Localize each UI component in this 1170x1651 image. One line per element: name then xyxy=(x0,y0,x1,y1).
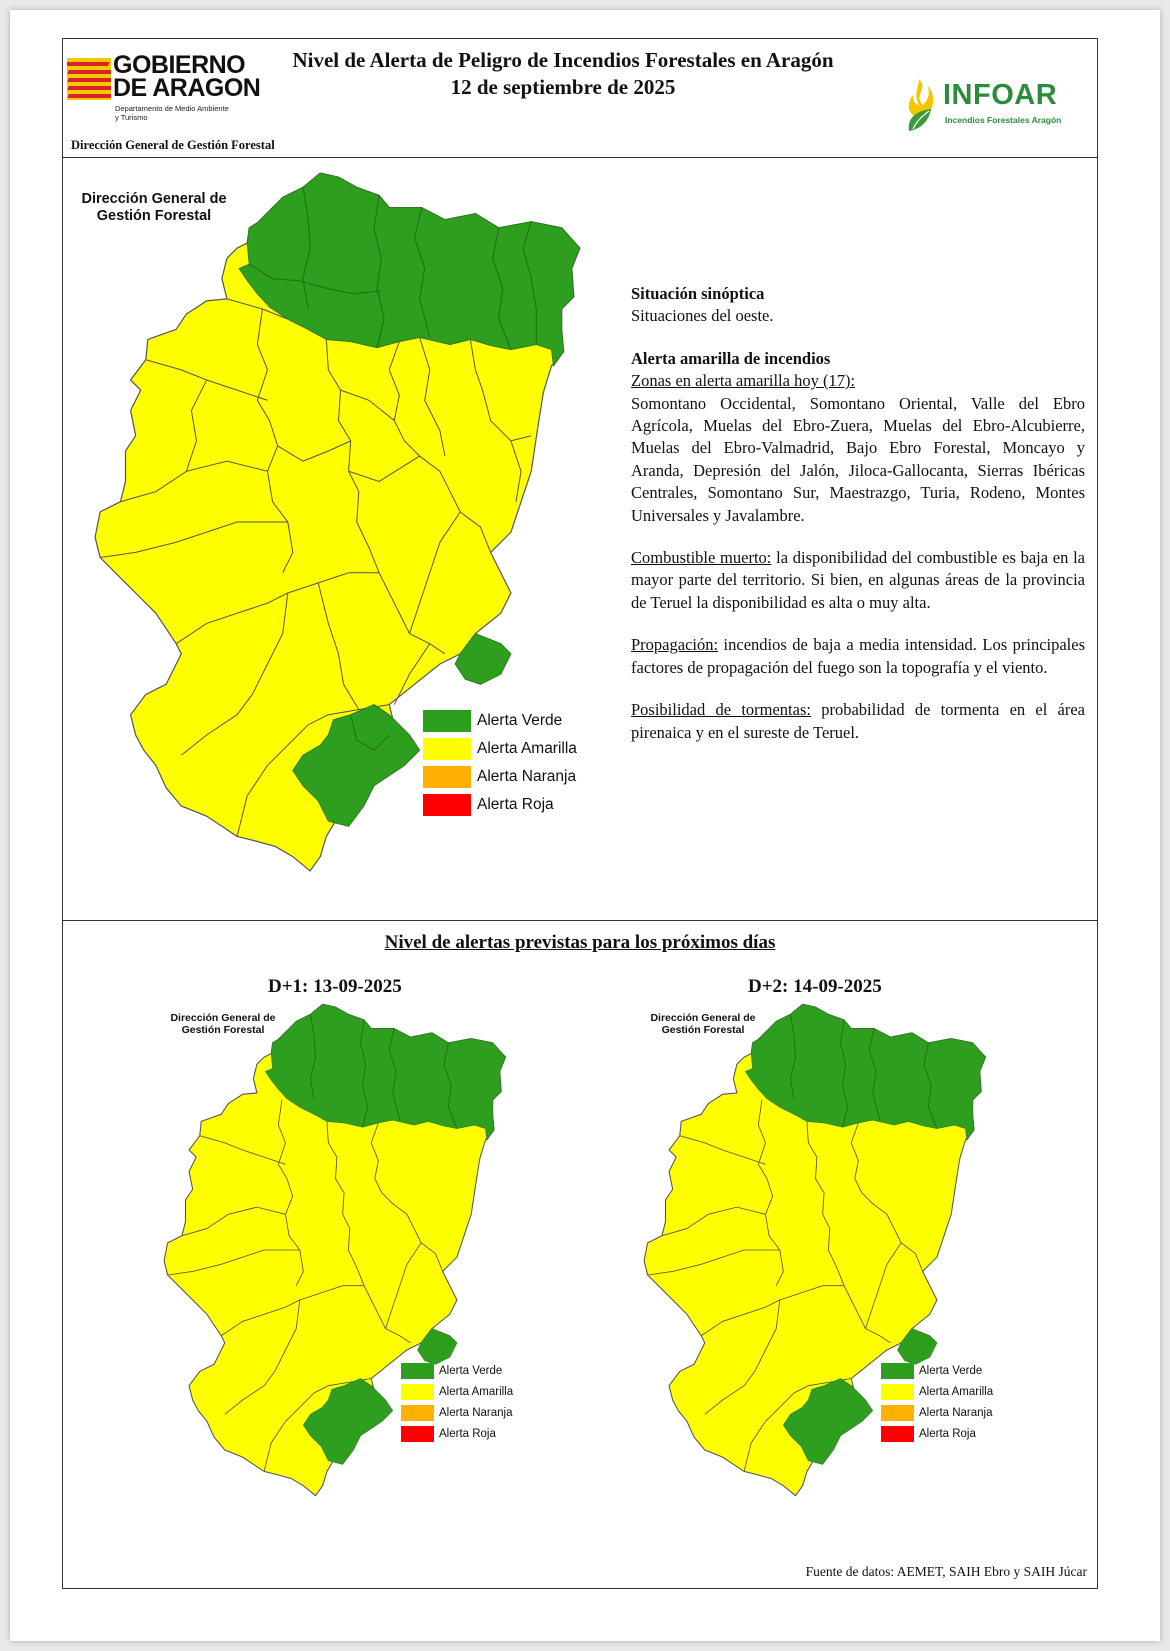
storm-body: probabilidad de tormenta en el área pirenaica y en el sureste de Teruel. xyxy=(631,700,1086,742)
data-source: Fuente de datos: AEMET, SAIH Ebro y SAIH Júcar xyxy=(805,1564,1087,1579)
d2-legend-item-green xyxy=(881,1360,993,1381)
d1-legend-item-green xyxy=(401,1360,513,1381)
d1-legend-label-yellow: Alerta Amarilla xyxy=(439,1385,514,1398)
legend-label-green: Alerta Verde xyxy=(477,712,563,729)
legend-item-yellow xyxy=(423,735,577,763)
d1-legend-label-green: Alerta Verde xyxy=(439,1364,503,1377)
d2-legend-item-yellow xyxy=(881,1381,993,1402)
main-map-label-line1: Dirección General de xyxy=(81,191,227,207)
d2-legend-swatch-yellow xyxy=(881,1384,914,1400)
d1-legend-label-red: Alerta Roja xyxy=(439,1427,496,1440)
zones-heading: Zonas en alerta amarilla hoy (17): xyxy=(631,371,856,391)
document-page xyxy=(10,10,1160,1641)
d1-map-label-line1: Dirección General de xyxy=(170,1012,276,1024)
gov-name-line2: DE ARAGON xyxy=(113,74,261,102)
bulletin-text xyxy=(631,283,1085,764)
infoar-name: INFOAR xyxy=(943,79,1058,111)
fuel-body: la disponibilidad del combustible es baja en la mayor parte del territorio. Si bien, en algunas áreas de la provincia de Teruel la disponibilidad es alta o muy alta. xyxy=(631,548,1085,612)
title-line1: Nivel de Alerta de Peligro de Incendios Forestales en Aragón xyxy=(292,48,834,72)
legend-swatch-red xyxy=(423,794,471,816)
legend-label-orange: Alerta Naranja xyxy=(477,768,577,785)
alert-heading: Alerta amarilla de incendios xyxy=(631,348,831,368)
d1-legend-swatch-red xyxy=(401,1426,434,1442)
fuel-heading: Combustible muerto: xyxy=(631,548,772,568)
d2-title: D+2: 14-09-2025 xyxy=(748,976,882,997)
d1-map-label-line2: Gestión Forestal xyxy=(181,1024,265,1036)
d1-legend-item-yellow xyxy=(401,1381,513,1402)
legend-swatch-yellow xyxy=(423,738,471,760)
legend-swatch-green xyxy=(423,710,471,732)
zones-block xyxy=(631,348,1085,527)
d2-legend-swatch-green xyxy=(881,1363,914,1379)
fuel-block xyxy=(631,547,1085,614)
d2-legend-label-yellow: Alerta Amarilla xyxy=(919,1385,994,1398)
synoptic-heading: Situación sinóptica xyxy=(631,284,765,303)
main-legend xyxy=(423,707,577,819)
storm-block xyxy=(631,699,1085,744)
storm-heading: Posibilidad de tormentas: xyxy=(631,700,811,720)
d1-legend-item-orange xyxy=(401,1402,513,1423)
d1-legend-swatch-yellow xyxy=(401,1384,434,1400)
synoptic-body: Situaciones del oeste. xyxy=(631,306,774,326)
zones-body: Somontano Occidental, Somontano Oriental, Valle del Ebro Agrícola, Muelas del Ebro-Zuera, Muelas del Ebro-Alcubierre, Muelas del Ebro-Valmadrid, Bajo Ebro Forestal, Moncayo y Aranda, Depresión del Jalón, Jiloca-Gallocanta, Sierras Ibéricas Centrales, Somontano Sur, Maestrazgo, Turia, Rodeno, Montes Universales y Javalambre. xyxy=(631,393,1085,525)
gov-dept-line2: y Turismo xyxy=(115,113,148,122)
aragon-flag-icon xyxy=(67,58,111,100)
infoar-subtitle: Incendios Forestales Aragón xyxy=(945,115,1062,125)
d2-legend-swatch-red xyxy=(881,1426,914,1442)
d2-legend-item-red xyxy=(881,1423,993,1444)
synoptic-block xyxy=(631,283,1085,328)
forecast-title: Nivel de alertas previstas para los próximos días xyxy=(384,932,776,953)
d2-map-label-line1: Dirección General de xyxy=(650,1012,756,1024)
gov-department xyxy=(115,104,229,122)
header-direction: Dirección General de Gestión Forestal xyxy=(71,138,275,152)
d1-legend-swatch-orange xyxy=(401,1405,434,1421)
d2-legend-label-orange: Alerta Naranja xyxy=(919,1406,993,1419)
d1-legend-label-orange: Alerta Naranja xyxy=(439,1406,513,1419)
d2-map-label-line2: Gestión Forestal xyxy=(661,1024,745,1036)
legend-label-yellow: Alerta Amarilla xyxy=(477,740,577,757)
flame-leaf-icon xyxy=(901,75,941,133)
d2-legend-item-orange xyxy=(881,1402,993,1423)
legend-item-orange xyxy=(423,763,577,791)
legend-label-red: Alerta Roja xyxy=(477,796,554,813)
legend-item-green xyxy=(423,707,577,735)
d1-legend xyxy=(401,1360,513,1444)
title-date: 12 de septiembre de 2025 xyxy=(450,75,676,99)
d2-legend-swatch-orange xyxy=(881,1405,914,1421)
legend-swatch-orange xyxy=(423,766,471,788)
propagation-block xyxy=(631,634,1085,679)
infoar-logo xyxy=(901,75,1086,135)
main-section xyxy=(63,157,1097,921)
d2-legend xyxy=(881,1360,993,1444)
propagation-body: incendios de baja a media intensidad. Los principales factores de propagación del fuego son la topografía y el viento. xyxy=(631,635,1085,677)
legend-item-red xyxy=(423,791,577,819)
d1-legend-swatch-green xyxy=(401,1363,434,1379)
gov-dept-line1: Departamento de Medio Ambiente xyxy=(115,104,229,113)
propagation-heading: Propagación: xyxy=(631,635,719,655)
gov-name xyxy=(113,51,261,102)
d1-legend-item-red xyxy=(401,1423,513,1444)
header xyxy=(63,39,1097,158)
main-map-label-line2: Gestión Forestal xyxy=(96,208,212,224)
bulletin-frame xyxy=(62,38,1098,1589)
d1-title: D+1: 13-09-2025 xyxy=(268,976,402,997)
page-title xyxy=(243,47,883,101)
d2-legend-label-red: Alerta Roja xyxy=(919,1427,976,1440)
d2-legend-label-green: Alerta Verde xyxy=(919,1364,983,1377)
forecast-section xyxy=(63,920,1097,1590)
gov-name-line1: GOBIERNO xyxy=(113,51,246,79)
